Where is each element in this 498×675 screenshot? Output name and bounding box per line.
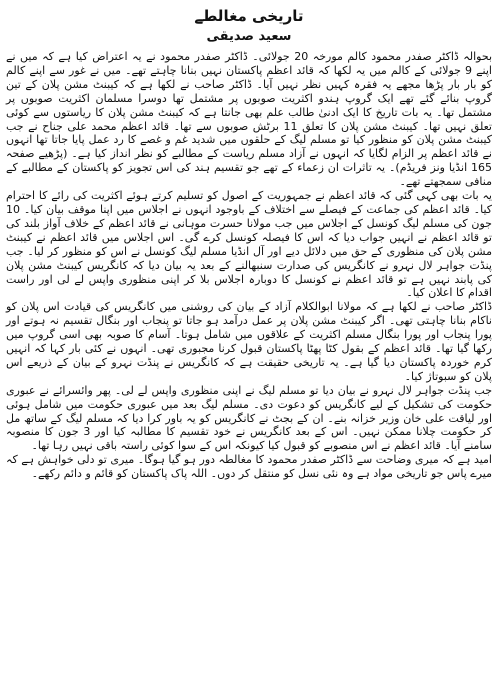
article-paragraph: امید ہے کہ میری وضاحت سے ڈاکٹر صفدر محمود کا مغالطہ دور ہو گیا ہوگا۔ میری تو دلی خواہش ہے کہ میرے پاس جو تاریخی مواد ہے وہ نئی نسل کو منتقل کر دوں۔ اللہ پاک پاکستان کو قائم و دائم رکھے۔ [6,453,492,481]
article-title: تاریخی مغالطے [194,7,304,25]
article-paragraph: بحوالہ ڈاکٹر صفدر محمود کالم مورخہ 20 جولائی۔ ڈاکٹر صفدر محمود نے یہ اعتراض کیا ہے کہ میں نے اپنے 9 جولائی کے کالم میں یہ لکھا کہ قائد اعظم پاکستان نہیں بنانا چاہتے تھے۔ میں نے غور سے اپنے کالم کو بار بار پڑھا مجھے یہ فقرہ کہیں نظر نہیں آیا۔ ڈاکٹر صاحب نے لکھا ہے کہ کیبنٹ مشن پلان کے تین گروپ بنائے گئے تھے ایک گروپ ہندو اکثریت صوبوں پر مشتمل تھا دوسرا مسلمان اکثریت صوبوں پر مشتمل تھا۔ یہ بات تاریخ کا ایک ادنیٰ طالب علم بھی جانتا ہے کہ کیبنٹ مشن پلان کا ریاستوں سے کوئی تعلق نہیں تھا۔ کیبنٹ مشن پلان کا تعلق 11 برٹش صوبوں سے تھا۔ قائد اعظم محمد علی جناح نے جب کیبنٹ مشن پلان کو منظور کیا تو مسلم لیگ کے حلقوں میں شدید غم و غصے کا رد عمل پایا جاتا تھا انہوں نے قائد اعظم پر الزام لگایا کہ انہوں نے آزاد مسلم ریاست کے مطالبے کو نظر انداز کیا ہے۔ (پڑھیے صفحہ 165 انڈیا ونز فریڈم)۔ یہ تاثرات ان زعماء کے تھے جو تقسیم ہند کی اس تجویز کو پاکستان کے مطالبے کے منافی سمجھتے تھے۔ [6,50,493,189]
article-paragraph: ڈاکٹر صاحب نے لکھا ہے کہ مولانا ابوالکلام آزاد کے بیان کی روشنی میں کانگریس کی قیادت اس پلان کو ناکام بنانا چاہتی تھی۔ اگر کیبنٹ مشن پلان پر عمل درآمد ہو جاتا تو پنجاب اور بنگال تقسیم نہ ہوتے اور پورا پنجاب اور پورا بنگال مسلم اکثریت کے علاقوں میں شامل ہوتا۔ آسام کا صوبہ بھی اسی گروپ میں رکھا گیا تھا۔ قائد اعظم کے بقول کٹا پھٹا پاکستان قبول کرنا مجبوری تھی۔ انہوں نے کئی بار کہا کہ انہیں کرم خوردہ پاکستان دیا گیا ہے۔ یہ تاریخی حقیقت ہے کہ کانگریس نے پنڈت نہرو کے بیان کے ذریعے اس پلان کو سبوتاژ کیا۔ [6,300,492,383]
article-body [6,50,492,481]
article-paragraph: جب پنڈت جواہر لال نہرو نے بیان دیا تو مسلم لیگ نے اپنی منظوری واپس لے لی۔ پھر وائسرائے نے عبوری حکومت کی تشکیل کے لیے کانگریس کو دعوت دی۔ مسلم لیگ بعد میں عبوری حکومت میں شامل ہوئی اور لیاقت علی خان وزیر خزانہ بنے۔ ان کے بجٹ نے کانگریس کو یہ باور کرا دیا کہ مسلم لیگ کے ساتھ مل کر حکومت چلانا ممکن نہیں۔ اس کے بعد کانگریس نے خود تقسیم کا مطالبہ کیا اور 3 جون کا منصوبہ سامنے آیا۔ قائد اعظم نے اس منصوبے کو قبول کیا کیونکہ اس کے سوا کوئی راستہ باقی نہیں رہا تھا۔ [6,383,492,453]
article-paragraph: یہ بات بھی کہی گئی کہ قائد اعظم نے جمہوریت کے اصول کو تسلیم کرتے ہوئے اکثریت کی رائے کا احترام کیا۔ قائد اعظم کی جماعت کے فیصلے سے اختلاف کے باوجود انہوں نے اجلاس میں اپنا موقف بیان کیا۔ 10 جون کی مسلم لیگ کونسل کے اجلاس میں جب مولانا حسرت موہانی نے قائد اعظم کے خلاف آواز بلند کی تو قائد اعظم نے انہیں جواب دیا کہ اس کا فیصلہ کونسل کرے گی۔ اس اجلاس میں قائد اعظم نے کیبنٹ مشن پلان کی منظوری کے حق میں دلائل دیے اور آل انڈیا مسلم لیگ کونسل نے اس کو منظور کر لیا۔ جب پنڈت جواہر لال نہرو نے کانگریس کی صدارت سنبھالنے کے بعد یہ بیان دیا کہ کانگریس کیبنٹ مشن پلان کی پابند نہیں ہے تو قائد اعظم نے کونسل کا دوبارہ اجلاس بلا کر اپنی منظوری واپس لے لی اور راست اقدام کا اعلان کیا۔ [6,189,492,300]
article-author: سعید صدیقی [206,29,292,44]
